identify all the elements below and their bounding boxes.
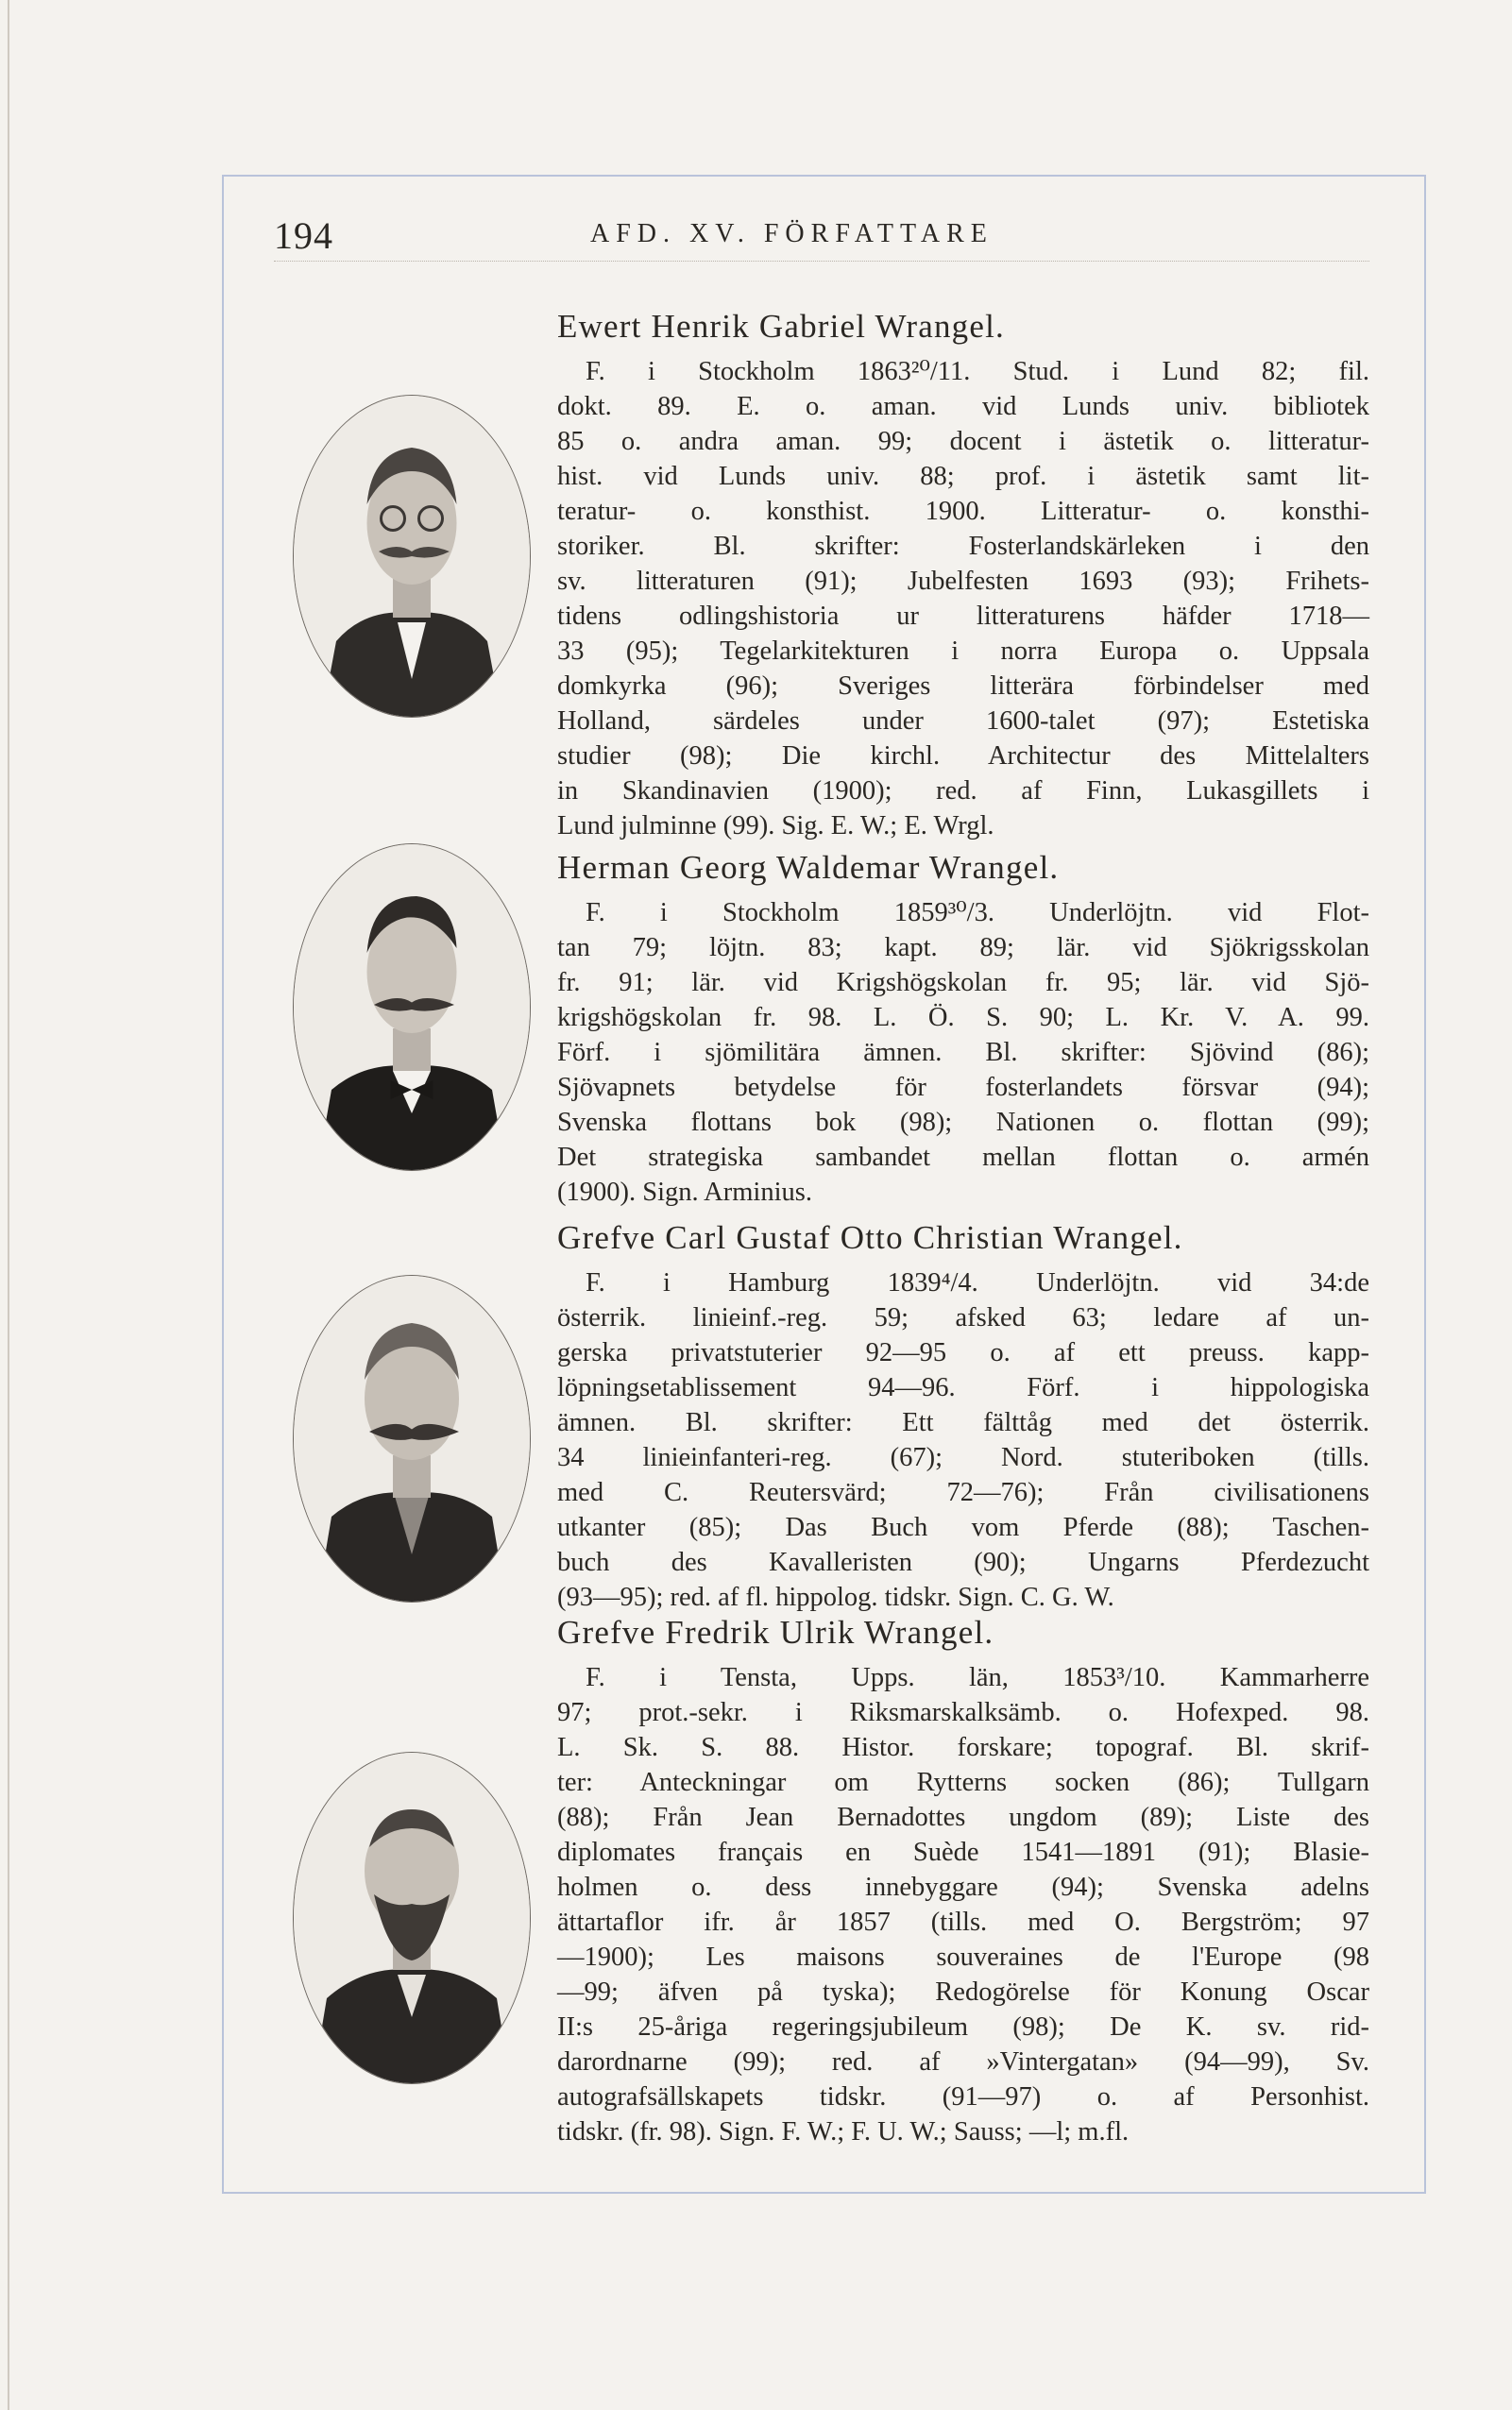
- text-line: L. Sk. S. 88. Histor. forskare; topograf. Bl. skrif-: [557, 1733, 1369, 1762]
- text-line: (93—95); red. af fl. hippolog. tidskr. Sign. C. G. W.: [557, 1583, 1114, 1612]
- text-line: —1900); Les maisons souveraines de l'Europe (98: [557, 1943, 1369, 1972]
- text-line: tidskr. (fr. 98). Sign. F. W.; F. U. W.; Sauss; —l; m.fl.: [557, 2117, 1130, 2147]
- text-line: österrik. linieinf.-reg. 59; afsked 63; ledare af un-: [557, 1303, 1369, 1332]
- entry-text: [557, 354, 1369, 843]
- entry-name: Grefve Carl Gustaf Otto Christian Wrangel.: [557, 1219, 1183, 1256]
- text-line: Svenska flottans bok (98); Nationen o. flottan (99);: [557, 1108, 1369, 1137]
- text-line: (88); Från Jean Bernadottes ungdom (89); Liste des: [557, 1803, 1369, 1832]
- entry-ewert-wrangel: [557, 307, 1369, 843]
- text-line: II:s 25-åriga regeringsjubileum (98); De K. sv. rid-: [557, 2012, 1369, 2042]
- entry-text: [557, 1660, 1369, 2149]
- text-line: —99; äfven på tyska); Redogörelse för Konung Oscar: [557, 1977, 1369, 2007]
- portrait-photo-icon: [294, 844, 530, 1170]
- text-line: gerska privatstuterier 92—95 o. af ett preuss. kapp-: [557, 1338, 1369, 1367]
- text-line: hist. vid Lunds univ. 88; prof. i ästetik samt lit-: [557, 462, 1369, 491]
- text-line: ättartaflor ifr. år 1857 (tills. med O. Bergström; 97: [557, 1908, 1369, 1937]
- text-line: Sjövapnets betydelse för fosterlandets försvar (94);: [557, 1073, 1369, 1102]
- text-line: 85 o. andra aman. 99; docent i ästetik o. litteratur-: [557, 427, 1369, 456]
- portrait-fredrik-wrangel: [293, 1752, 531, 2084]
- page-edge: [8, 0, 9, 2410]
- text-line: 33 (95); Tegelarkitekturen i norra Europa o. Uppsala: [557, 636, 1369, 666]
- text-line: krigshögskolan fr. 98. L. Ö. S. 90; L. Kr. V. A. 99.: [557, 1003, 1369, 1032]
- page-number: 194: [274, 214, 333, 257]
- text-line: (1900). Sign. Arminius.: [557, 1178, 812, 1207]
- text-line: in Skandinavien (1900); red. af Finn, Lukasgillets i: [557, 776, 1369, 806]
- text-line: Holland, särdeles under 1600-talet (97); Estetiska: [557, 706, 1369, 736]
- running-head: AFD. XV. FÖRFATTARE: [590, 219, 994, 248]
- text-line: buch des Kavalleristen (90); Ungarns Pferdezucht: [557, 1548, 1369, 1577]
- entry-name: Ewert Henrik Gabriel Wrangel.: [557, 308, 1005, 345]
- text-line: Förf. i sjömilitära ämnen. Bl. skrifter: Sjövind (86);: [557, 1038, 1369, 1067]
- text-line: 34 linieinfanteri-reg. (67); Nord. stuteriboken (tills.: [557, 1443, 1369, 1472]
- portrait-photo-icon: [294, 396, 530, 717]
- text-line: dokt. 89. E. o. aman. vid Lunds univ. bibliotek: [557, 392, 1369, 421]
- text-line: utkanter (85); Das Buch vom Pferde (88); Taschen-: [557, 1513, 1369, 1542]
- text-line: teratur- o. konsthist. 1900. Litteratur- o. konsthi-: [557, 497, 1369, 526]
- text-line: holmen o. dess innebyggare (94); Svenska adelns: [557, 1873, 1369, 1902]
- text-line: F. i Tensta, Upps. län, 1853³/10. Kammarherre: [586, 1663, 1369, 1692]
- text-line: 97; prot.-sekr. i Riksmarskalksämb. o. Hofexped. 98.: [557, 1698, 1369, 1727]
- entry-text: [557, 895, 1369, 1210]
- text-line: darordnarne (99); red. af »Vintergatan» (94—99), Sv.: [557, 2047, 1369, 2077]
- text-line: ämnen. Bl. skrifter: Ett fälttåg med det österrik.: [557, 1408, 1369, 1437]
- text-line: med C. Reutersvärd; 72—76); Från civilisationens: [557, 1478, 1369, 1507]
- portrait-carl-wrangel: [293, 1275, 531, 1603]
- text-line: F. i Stockholm 1863²⁰/11. Stud. i Lund 82; fil.: [586, 357, 1369, 386]
- entry-text: [557, 1265, 1369, 1615]
- text-line: autografsällskapets tidskr. (91—97) o. af Personhist.: [557, 2082, 1369, 2112]
- text-line: ter: Anteckningar om Rytterns socken (86); Tullgarn: [557, 1768, 1369, 1797]
- entry-fredrik-wrangel: [557, 1613, 1369, 2149]
- page-header: [274, 206, 1369, 263]
- text-line: fr. 91; lär. vid Krigshögskolan fr. 95; lär. vid Sjö-: [557, 968, 1369, 997]
- entry-herman-wrangel: [557, 848, 1369, 1210]
- text-line: studier (98); Die kirchl. Architectur des Mittelalters: [557, 741, 1369, 771]
- text-line: löpningsetablissement 94—96. Förf. i hippologiska: [557, 1373, 1369, 1402]
- portrait-photo-icon: [294, 1276, 530, 1602]
- text-line: tan 79; löjtn. 83; kapt. 89; lär. vid Sjökrigsskolan: [557, 933, 1369, 962]
- text-line: Det strategiska sambandet mellan flottan o. armén: [557, 1143, 1369, 1172]
- text-line: F. i Stockholm 1859³⁰/3. Underlöjtn. vid Flot-: [586, 898, 1369, 927]
- entry-name: Herman Georg Waldemar Wrangel.: [557, 849, 1060, 886]
- text-line: diplomates français en Suède 1541—1891 (91); Blasie-: [557, 1838, 1369, 1867]
- text-line: F. i Hamburg 1839⁴/4. Underlöjtn. vid 34:de: [586, 1268, 1369, 1298]
- header-rule: [274, 261, 1369, 263]
- entry-carl-wrangel: [557, 1218, 1369, 1615]
- text-line: Lund julminne (99). Sig. E. W.; E. Wrgl.: [557, 811, 994, 840]
- entry-name: Grefve Fredrik Ulrik Wrangel.: [557, 1614, 994, 1651]
- portrait-photo-icon: [294, 1753, 530, 2083]
- portrait-herman-wrangel: [293, 843, 531, 1171]
- text-line: tidens odlingshistoria ur litteraturens häfder 1718—: [557, 602, 1369, 631]
- portrait-ewert-wrangel: [293, 395, 531, 718]
- text-line: domkyrka (96); Sveriges litterära förbindelser med: [557, 671, 1369, 701]
- text-line: storiker. Bl. skrifter: Fosterlandskärleken i den: [557, 532, 1369, 561]
- text-line: sv. litteraturen (91); Jubelfesten 1693 (93); Frihets-: [557, 567, 1369, 596]
